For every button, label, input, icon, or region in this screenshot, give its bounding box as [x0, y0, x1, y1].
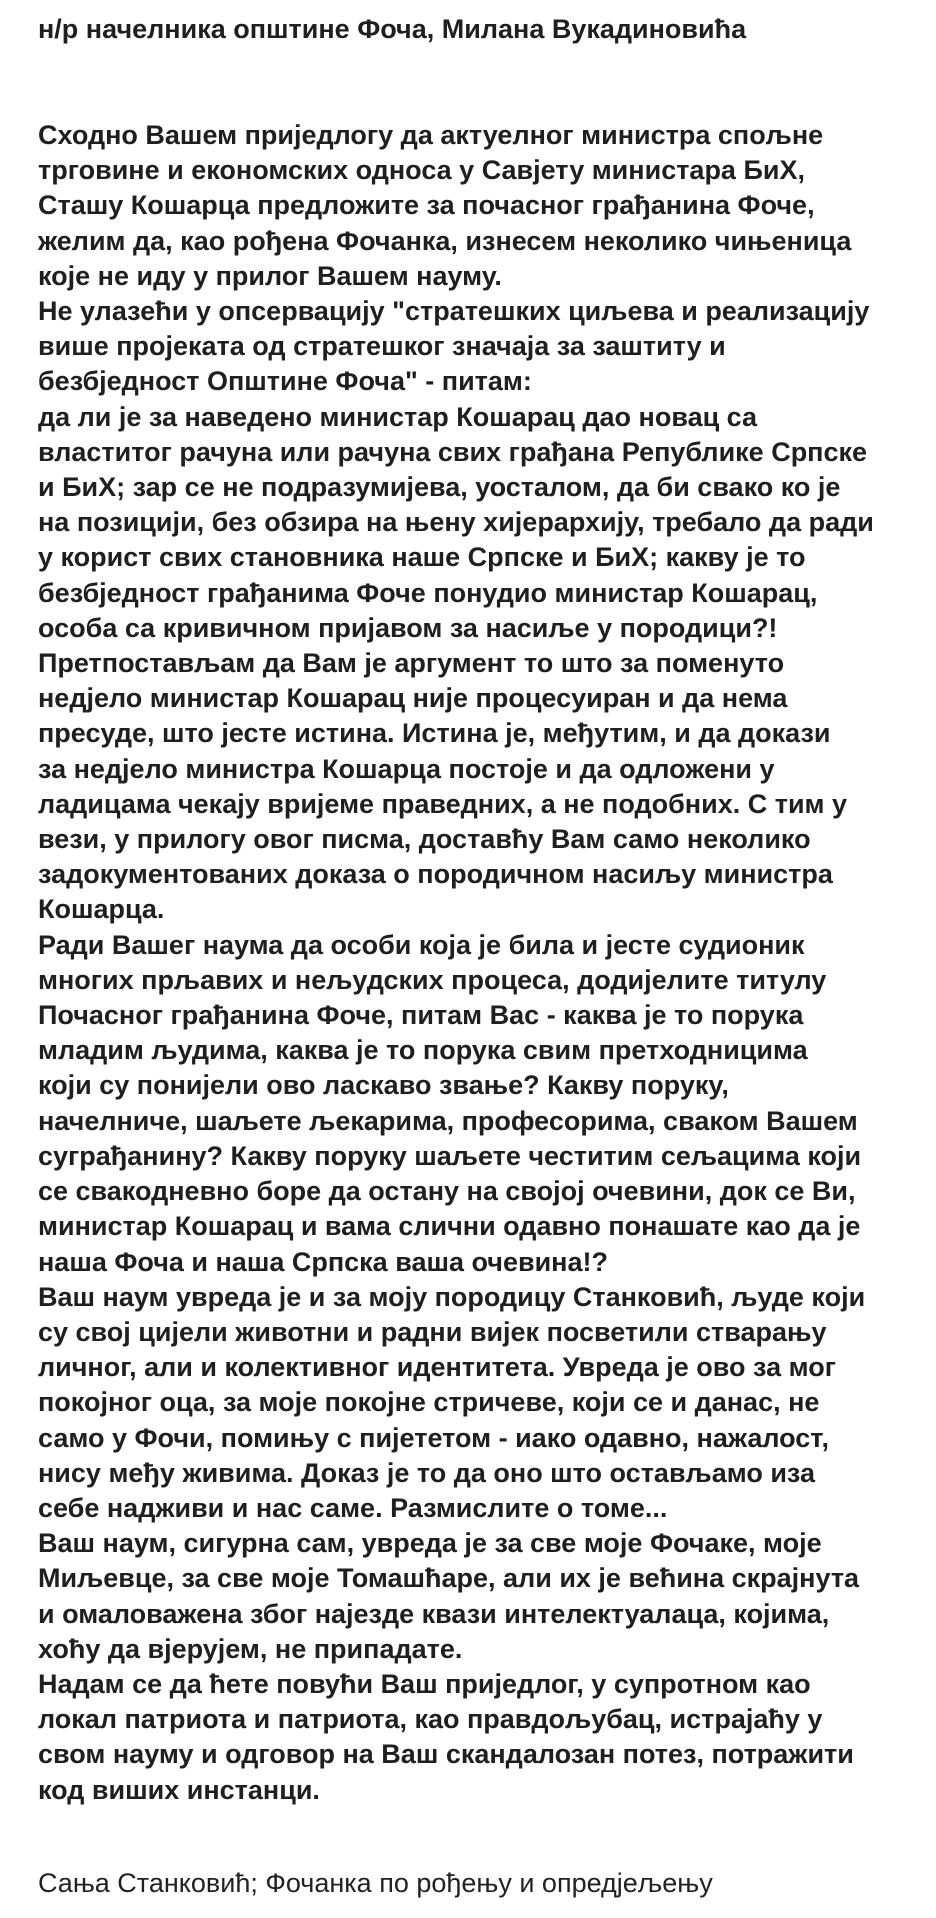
letter-body-line: начелниче, шаљете љекарима, професорима, сваком Вашем: [38, 1105, 858, 1136]
letter-body-line: Кошарца.: [38, 894, 165, 925]
letter-body-line: Сходно Вашем приједлогу да актуелног министра спољне: [38, 120, 824, 150]
letter-signature: Сања Станковић; Фочанка по рођењу и опредјељењу: [38, 1868, 713, 1898]
letter-body-line: нису међу живима. Доказ је то да оно што остављамо иза: [38, 1457, 816, 1488]
letter-body-line: желим да, као рођена Фочанка, изнесем неколико чињеница: [38, 225, 852, 256]
letter-body-line: Не улазећи у опсервацију "стратешких циљева и реализацију: [38, 296, 870, 327]
letter-body-line: недјело министар Кошарац није процесуиран и да нема: [38, 683, 788, 714]
letter-body-line: хоћу да вјерујем, не припадате.: [38, 1633, 463, 1664]
letter-body-line: Ваш наум увреда је и за моју породицу Станковић, људе који: [38, 1281, 866, 1312]
letter-body-line: вези, у прилогу овог писма, доставћу Вам само неколико: [38, 824, 811, 855]
letter-body-line: и омаловажена због најезде квази интелектуалаца, којима,: [38, 1598, 830, 1629]
letter-body-line: Надам се да ћете повући Ваш приједлог, у супротном као: [38, 1668, 811, 1699]
letter-body-line: младим људима, каква је то порука свим претходницима: [38, 1035, 808, 1066]
letter-body-line: само у Фочи, помињу с пијететом - иако одавно, нажалост,: [38, 1422, 829, 1453]
letter-body-line: који су понијели ово ласкаво звање? Какву поруку,: [38, 1070, 729, 1101]
letter-body-line: свом науму и одговор на Ваш скандалозан потез, потражити: [38, 1739, 854, 1770]
letter-body-line: суграђанину? Какву поруку шаљете честитим сељацима који: [38, 1140, 862, 1171]
letter-body-line: наша Фоча и наша Српска ваша очевина!?: [38, 1246, 608, 1277]
letter-body-line: Ваш наум, сигурна сам, увреда је за све моје Фочаке, моје: [38, 1528, 822, 1559]
letter-addressee: н/р начелника општине Фоча, Милана Вукадиновића: [38, 14, 747, 44]
letter-body-line: које не иду у прилог Вашем науму.: [38, 260, 502, 291]
letter-body-line: Претпостављам да Вам је аргумент то што за поменуто: [38, 648, 785, 679]
letter-body-line: задокументованих доказа о породичном насиљу министра: [38, 859, 833, 890]
letter-body-line: више пројеката од стратешког значаја за заштиту и: [38, 331, 726, 362]
letter-body: [38, 118, 918, 1808]
letter-body-line: Ради Вашег наума да особи која је била и јесте судионик: [38, 929, 805, 960]
letter-body-line: су свој цијели животни и радни вијек посветили стварању: [38, 1316, 827, 1347]
letter-body-line: покојног оца, за моје покојне стричеве, који се и данас, не: [38, 1387, 820, 1418]
letter-body-line: Миљевце, за све моје Томашћаре, али их је већина скрајнута: [38, 1563, 860, 1594]
letter-body-line: властитог рачуна или рачуна свих грађана Републике Српске: [38, 436, 868, 467]
letter-body-line: безбједност Општине Фоча" - питам:: [38, 366, 532, 397]
letter-body-line: личног, али и колективног идентитета. Увреда је ово за мог: [38, 1352, 836, 1383]
letter-body-line: трговине и економских односа у Савјету министара БиХ,: [38, 155, 805, 186]
letter-body-line: себе надживи и нас саме. Размислите о томе...: [38, 1492, 668, 1523]
letter-body-line: министар Кошарац и вама слични одавно понашате као да је: [38, 1211, 861, 1242]
letter-body-line: код виших инстанци.: [38, 1774, 320, 1805]
letter-body-line: безбједност грађанима Фоче понудио министар Кошарац,: [38, 577, 818, 608]
letter-body-line: и БиХ; зар се не подразумијева, уосталом, да би свако ко је: [38, 472, 841, 503]
letter-body-line: да ли је за наведено министар Кошарац дао новац са: [38, 401, 758, 432]
letter-body-line: на позицији, без обзира на њену хијерархију, требало да ради: [38, 507, 874, 538]
letter-body-line: се свакодневно боре да остану на својој очевини, док се Ви,: [38, 1176, 856, 1207]
letter-body-line: Сташу Кошарца предложите за почасног грађанина Фоче,: [38, 190, 815, 221]
letter-body-line: пресуде, што јесте истина. Истина је, међутим, и да докази: [38, 718, 831, 749]
letter-body-line: многих прљавих и нељудских процеса, додијелите титулу: [38, 964, 827, 995]
letter-body-line: Почасног грађанина Фоче, питам Вас - каква је то порука: [38, 1000, 804, 1031]
letter-body-line: особа са кривичном пријавом за насиље у породици?!: [38, 612, 778, 643]
letter-body-line: ладицама чекају вријеме праведних, а не подобних. С тим у: [38, 788, 848, 819]
letter-body-line: локал патриота и патриота, као правдољубац, истрајаћу у: [38, 1704, 823, 1735]
letter-body-line: у корист свих становника наше Српске и БиХ; какву је то: [38, 542, 806, 573]
letter-body-line: за недјело министра Кошарца постоје и да одложени у: [38, 753, 775, 784]
